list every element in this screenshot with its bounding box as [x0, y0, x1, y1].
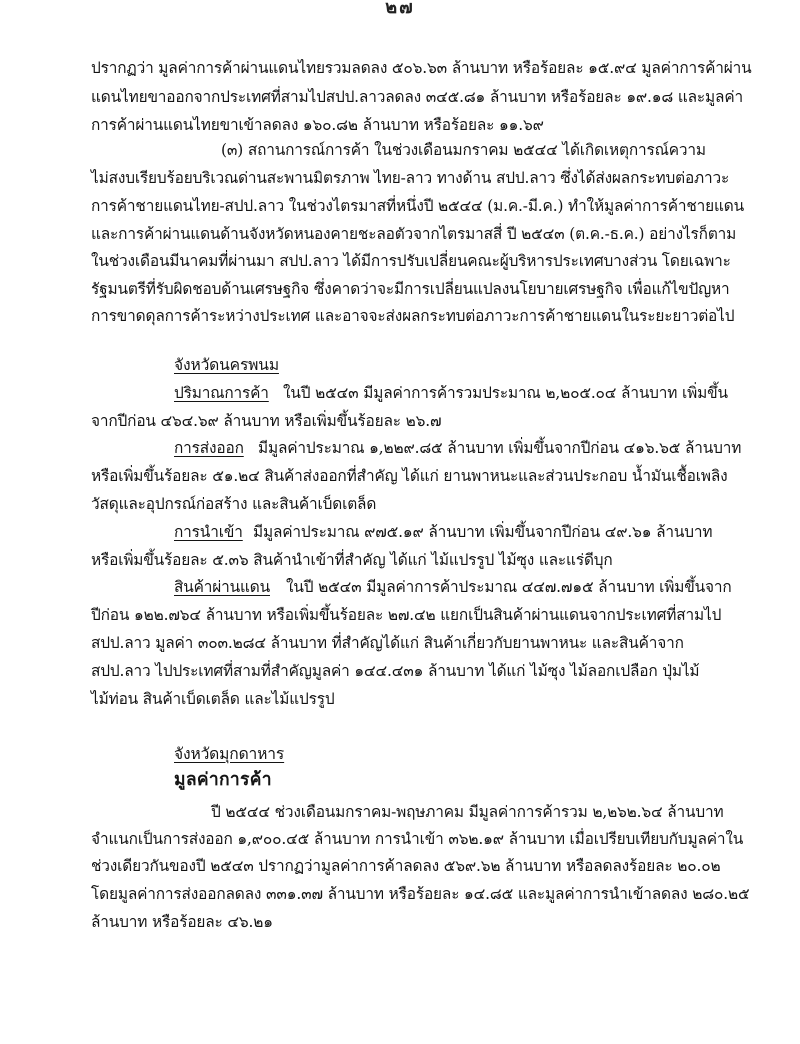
situation-line: การค้าชายแดนไทย-สปป.ลาว ในช่วงไตรมาสที่หนึ่งปี ๒๕๔๔ (ม.ค.-มี.ค.) ทำให้มูลค่าการค้าชายแดน [91, 197, 745, 215]
export-line: มีมูลค่าประมาณ ๑,๒๒๙.๘๕ ล้านบาท เพิ่มขึ้นจากปีก่อน ๔๑๖.๖๕ ล้านบาท [258, 439, 742, 457]
volume-label: ปริมาณการค้า [174, 384, 269, 402]
intro-line: ปรากฏว่า มูลค่าการค้าผ่านแดนไทยรวมลดลง ๕๐๖.๖๓ ล้านบาท หรือร้อยละ ๑๕.๙๔ มูลค่าการค้าผ่าน [91, 59, 752, 77]
subheading-trade-value: มูลค่าการค้า [174, 770, 272, 790]
section-heading-mukdahan: จังหวัดมุกดาหาร [174, 745, 285, 763]
intro-line: แดนไทยขาออกจากประเทศที่สามไปสปป.ลาวลดลง ๓๔๕.๘๑ ล้านบาท หรือร้อยละ ๑๙.๑๘ และมูลค่า [91, 88, 743, 106]
transit-label: สินค้าผ่านแดน [174, 578, 270, 596]
export-label: การส่งออก [174, 439, 244, 457]
export-line: วัสดุและอุปกรณ์ก่อสร้าง และสินค้าเบ็ดเตล็ด [91, 495, 377, 513]
transit-line: ปีก่อน ๑๒๒.๗๖๔ ล้านบาท หรือเพิ่มขึ้นร้อยละ ๒๗.๔๒ แยกเป็นสินค้าผ่านแดนจากประเทศที่สามไป [91, 606, 722, 624]
volume-line: ในปี ๒๕๔๓ มีมูลค่าการค้ารวมประมาณ ๒,๒๐๕.๐๔ ล้านบาท เพิ่มขึ้น [283, 384, 728, 402]
export-line: หรือเพิ่มขึ้นร้อยละ ๕๑.๒๔ สินค้าส่งออกที่สำคัญ ได้แก่ ยานพาหนะและส่วนประกอบ น้ำมันเชื้อเพลิง [91, 467, 728, 485]
situation-line: (๓) สถานการณ์การค้า ในช่วงเดือนมกราคม ๒๕๔๔ ได้เกิดเหตุการณ์ความ [221, 141, 706, 159]
transit-line: สปป.ลาว ไปประเทศที่สามที่สำคัญมูลค่า ๑๔๔.๔๓๑ ล้านบาท ได้แก่ ไม้ซุง ไม้ลอกเปลือก ปุ่มไม้ [91, 662, 700, 680]
import-line: หรือเพิ่มขึ้นร้อยละ ๕.๓๖ สินค้านำเข้าที่สำคัญ ได้แก่ ไม้แปรรูป ไม้ซุง และแร่ดีบุก [91, 551, 613, 569]
situation-line: และการค้าผ่านแดนด้านจังหวัดหนองคายชะลอตัวจากไตรมาสสี่ ปี ๒๕๔๓ (ต.ค.-ธ.ค.) อย่างไรก็ตาม [91, 225, 737, 243]
transit-line: ไม้ท่อน สินค้าเบ็ดเตล็ด และไม้แปรรูป [91, 690, 335, 708]
page-number: ๒๗ [385, 0, 415, 18]
transit-line: สปป.ลาว มูลค่า ๓๐๓.๒๘๔ ล้านบาท ที่สำคัญได้แก่ สินค้าเกี่ยวกับยานพาหนะ และสินค้าจาก [91, 634, 684, 652]
situation-line: รัฐมนตรีที่รับผิดชอบด้านเศรษฐกิจ ซึ่งคาดว่าจะมีการเปลี่ยนแปลงนโยบายเศรษฐกิจ เพื่อแก้ไขปัญหา [91, 280, 730, 298]
transit-line: ในปี ๒๕๔๓ มีมูลค่าการค้าประมาณ ๔๔๗.๗๑๕ ล้านบาท เพิ่มขึ้นจาก [286, 578, 732, 596]
intro-line: การค้าผ่านแดนไทยขาเข้าลดลง ๑๖๐.๘๒ ล้านบาท หรือร้อยละ ๑๑.๖๙ [91, 116, 544, 134]
section-heading-nakhon-phanom: จังหวัดนครพนม [174, 356, 279, 374]
mukdahan-line: ช่วงเดียวกันของปี ๒๕๔๓ ปรากฏว่ามูลค่าการค้าลดลง ๕๖๙.๖๒ ล้านบาท หรือลดลงร้อยละ ๒๐.๐๒ [91, 857, 721, 875]
situation-line: การขาดดุลการค้าระหว่างประเทศ และอาจจะส่งผลกระทบต่อภาวะการค้าชายแดนในระยะยาวต่อไป [91, 307, 735, 325]
mukdahan-line: โดยมูลค่าการส่งออกลดลง ๓๓๑.๓๗ ล้านบาท หรือร้อยละ ๑๔.๘๕ และมูลค่าการนำเข้าลดลง ๒๘๐.๒๕ [91, 885, 750, 903]
import-line: มีมูลค่าประมาณ ๙๗๕.๑๙ ล้านบาท เพิ่มขึ้นจากปีก่อน ๔๙.๖๑ ล้านบาท [253, 523, 713, 541]
situation-line: ในช่วงเดือนมีนาคมที่ผ่านมา สปป.ลาว ได้มีการปรับเปลี่ยนคณะผู้บริหารประเทศบางส่วน โดยเฉพาะ [91, 252, 731, 270]
mukdahan-line: ล้านบาท หรือร้อยละ ๔๖.๒๑ [91, 913, 273, 931]
volume-line: จากปีก่อน ๔๖๔.๖๙ ล้านบาท หรือเพิ่มขึ้นร้อยละ ๒๖.๗ [91, 412, 442, 430]
situation-line: ไม่สงบเรียบร้อยบริเวณด่านสะพานมิตรภาพ ไทย-ลาว ทางด้าน สปป.ลาว ซึ่งได้ส่งผลกระทบต่อภาวะ [91, 169, 730, 187]
mukdahan-line: ปี ๒๕๔๔ ช่วงเดือนมกราคม-พฤษภาคม มีมูลค่าการค้ารวม ๒,๒๖๒.๖๔ ล้านบาท [211, 803, 724, 821]
import-label: การนำเข้า [174, 523, 243, 541]
mukdahan-line: จำแนกเป็นการส่งออก ๑,๙๐๐.๔๕ ล้านบาท การนำเข้า ๓๖๒.๑๙ ล้านบาท เมื่อเปรียบเทียบกับมูลค่าใน [91, 830, 744, 848]
